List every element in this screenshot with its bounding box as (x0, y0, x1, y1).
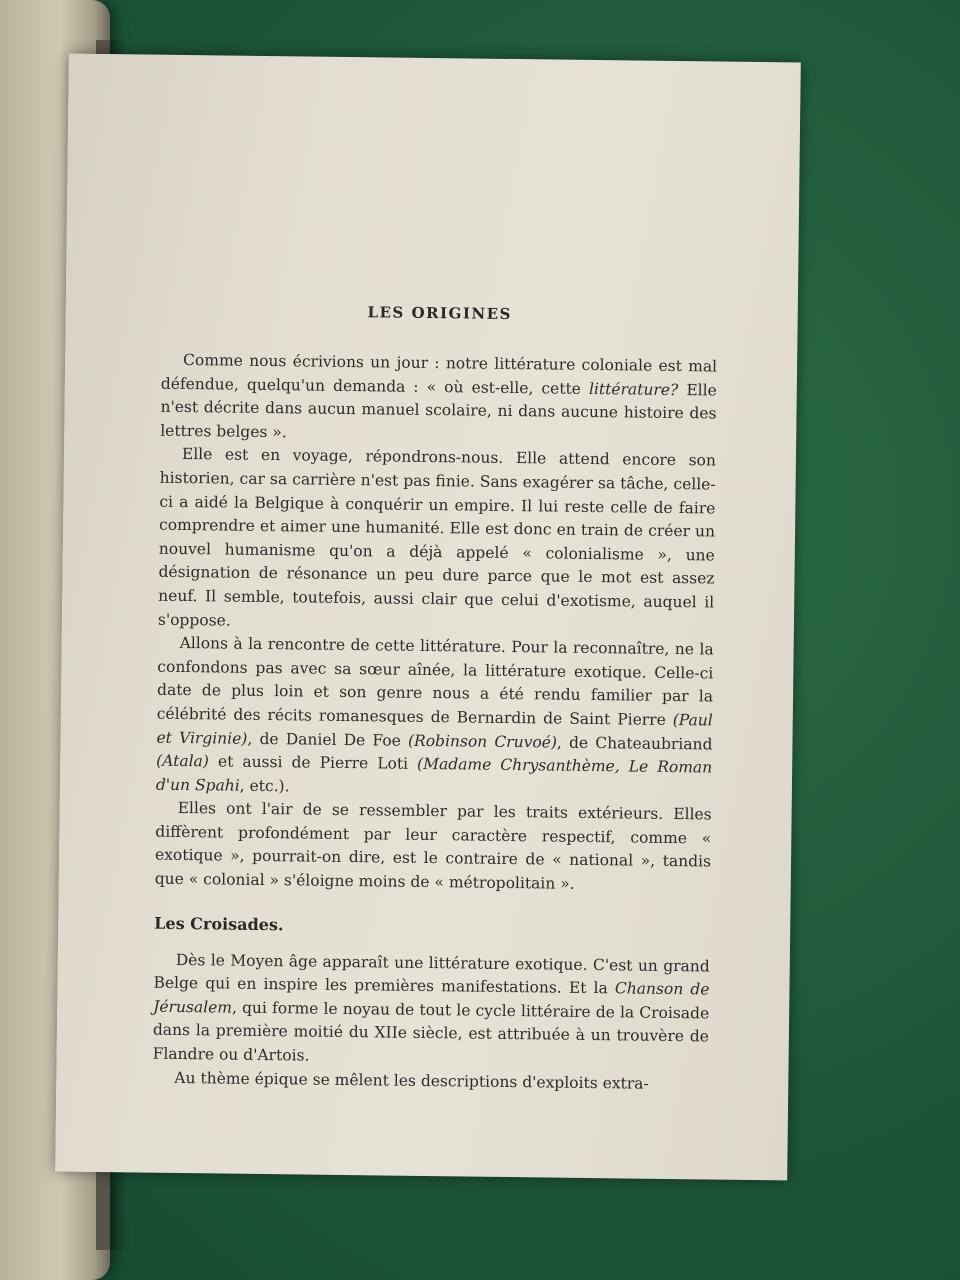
paragraph: Dès le Moyen âge apparaît une littérature exotique. C'est un grand Belge qui en inspire les premières manifestations. Et la Chanson de Jérusalem, qui forme le noyau de tout le cycle littéraire de la Croisade dans la première moitié du XIIe siècle, est attribuée à un trouvère de Flandre ou d'Artois. (152, 950, 710, 1065)
intro-paragraphs (155, 349, 718, 898)
italic-title: (Robinson Cruvoé) (407, 731, 558, 752)
italic-title: littérature? (588, 379, 679, 399)
chapter-title: LES ORIGINES (367, 303, 513, 324)
paragraph: Elle est en voyage, répondrons-nous. Elle attend encore son historien, car sa carrière n'est pas finie. Sans exagérer sa tâche, celle-ci a aidé la Belgique à conquérir un empire. Il lui reste celle de faire comprendre et aimer une humanité. Elle est donc en train de créer un nouvel humanisme qu'on a déjà appelé « colonialisme », une désignation de résonance un peu dure parce que le mot est assez neuf. Il semble, toutefois, aussi clair que celui d'exotisme, auquel il s'oppose. (157, 445, 717, 630)
italic-title: (Paul et Virginie) (156, 710, 713, 748)
paragraph: Au thème épique se mêlent les descriptions d'exploits extra- (174, 1068, 649, 1093)
section-title: Les Croisades. (154, 913, 284, 934)
italic-title: (Atala) (156, 751, 210, 771)
book-page (55, 54, 801, 1181)
paragraph: Comme nous écrivions un jour : notre littérature coloniale est mal défendue, quelqu'un demanda : « où est-elle, cette littérature? Elle n'est décrite dans aucun manuel scolaire, ni dans aucune histoire des lettres belges ». (160, 350, 718, 442)
paragraph: Elles ont l'air de se ressembler par les traits extérieurs. Elles diffèrent profondément par leur caractère respectif, comme « exotique », pourrait-on dire, est le contraire de « national », tandis que « colonial » s'éloigne moins de « métropolitain ». (154, 799, 712, 893)
section-paragraphs (152, 948, 710, 1096)
italic-title: (Madame Chrysanthème, Le Roman d'un Spahi (155, 754, 713, 795)
page-text-block (152, 301, 718, 1097)
italic-title: Chanson de Jérusalem (153, 979, 710, 1017)
paragraph: Allons à la rencontre de cette littérature. Pour la reconnaître, ne la confondons pas avec sa sœur aînée, la littérature exotique. Celle-ci date de plus loin et son genre nous a été rendu familier par la célébrité des récits romanesques de Bernardin de Saint Pierre (Paul et Virginie), de Daniel De Foe (Robinson Cruvoé), de Chateaubriand (Atala) et aussi de Pierre Loti (Madame Chrysanthème, Le Roman d'un Spahi, etc.). (155, 634, 714, 796)
